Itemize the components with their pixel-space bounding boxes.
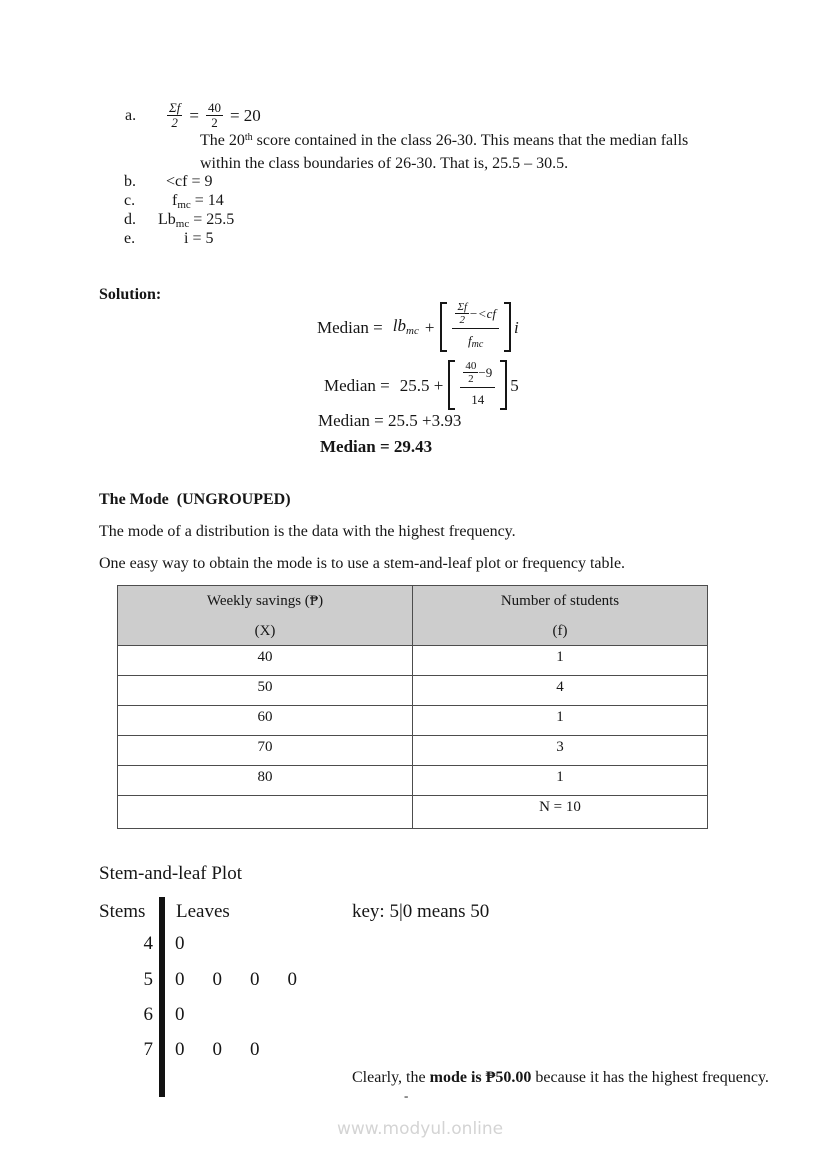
leaf: 0: [250, 1039, 260, 1060]
cell-x: 60: [118, 706, 413, 736]
median-formula-general: [317, 302, 519, 352]
table-total-row: [118, 796, 708, 829]
leaf: 0: [175, 933, 185, 954]
formula1-lhs: Median =: [317, 317, 383, 337]
list-item-b-value: <cf = 9: [166, 173, 213, 190]
leaf: 0: [287, 969, 297, 990]
formula2-lhs: Median =: [324, 375, 390, 395]
table-row: [118, 706, 708, 736]
table-row: [118, 646, 708, 676]
list-item-e-value: i = 5: [184, 230, 214, 247]
formula1-numerator: $\frac{\Sigma f}{2}$ −<cf: [452, 301, 499, 329]
stem-divider-line: [159, 897, 165, 1097]
leaf: 0: [175, 1004, 185, 1025]
leaf-values-row-4: [175, 933, 185, 955]
stem-value-4: 4: [143, 933, 153, 954]
frequency-table-header-row: [118, 586, 708, 646]
formula1-lb-term: lbmc: [392, 316, 419, 337]
leaf: 0: [250, 969, 260, 990]
cell-x: 80: [118, 766, 413, 796]
mode-heading: The Mode (UNGROUPED): [99, 491, 291, 508]
list-item-d-value: Lbmc = 25.5: [158, 211, 235, 230]
sigma-f-over-2-inner-fraction: $\frac{\Sigma f}{2}$: [457, 301, 468, 326]
cell-f: 3: [413, 736, 708, 766]
formula2-numerator: $\frac{40}{2}$ −9: [460, 360, 495, 388]
leaf-values-row-7: [175, 1039, 260, 1061]
table-row: [118, 766, 708, 796]
mode-paragraph-1: The mode of a distribution is the data with the highest frequency.: [99, 523, 516, 540]
forty-over-2-fraction: $\frac{40}{2}$: [207, 99, 221, 130]
solution-heading: Solution:: [99, 286, 162, 303]
cell-n-total: N = 10: [413, 796, 708, 829]
leaf-values-row-5: [175, 969, 297, 991]
cell-f: 1: [413, 646, 708, 676]
item-a-note-line1: The 20th score contained in the class 26-30. This means that the median falls: [200, 132, 689, 149]
leaf: 0: [175, 969, 185, 990]
cell-f: 1: [413, 766, 708, 796]
mode-paragraph-2: One easy way to obtain the mode is to use a stem-and-leaf plot or frequency table.: [99, 555, 626, 572]
leaf-values-row-6: [175, 1004, 185, 1026]
median-step-3: Median = 25.5 +3.93: [318, 411, 462, 430]
cell-x: [118, 796, 413, 829]
header-cell-weekly-savings: Weekly savings (₱) (X): [118, 586, 413, 646]
item-a-note-line2: within the class boundaries of 26-30. That is, 25.5 – 30.5.: [200, 155, 569, 172]
list-item-a-expression: [167, 99, 261, 131]
leaves-label: Leaves: [176, 901, 230, 922]
cell-x: 70: [118, 736, 413, 766]
table-row: [118, 676, 708, 706]
leaf: 0: [175, 1039, 185, 1060]
frequency-table: [117, 585, 708, 829]
leaf: 0: [212, 969, 222, 990]
list-item-b-label: b.: [124, 173, 136, 190]
formula1-fraction: [452, 301, 499, 353]
stem-value-7: 7: [143, 1039, 153, 1060]
stemplot-title: Stem-and-leaf Plot: [99, 863, 242, 884]
right-bracket: [504, 302, 511, 352]
stems-label: Stems: [99, 901, 146, 922]
watermark: www.modyul.online: [337, 1119, 504, 1139]
item-a-note: [200, 131, 688, 174]
cell-f: 4: [413, 676, 708, 706]
list-item-a-label: a.: [125, 107, 137, 124]
forty-over-2-inner-fraction: $\frac{40}{2}$: [465, 360, 477, 385]
mode-answer: mode is ₱50.00: [429, 1069, 532, 1086]
median-result: Median = 29.43: [320, 437, 433, 456]
formula1-denominator: fmc: [468, 333, 484, 350]
formula2-addend: 25.5 +: [399, 375, 444, 395]
cell-x: 40: [118, 646, 413, 676]
left-bracket: [448, 360, 455, 410]
cell-f: 1: [413, 706, 708, 736]
stray-dash: -: [404, 1088, 409, 1103]
stemplot-key: key: 5|0 means 50: [352, 901, 490, 922]
list-item-e-label: e.: [124, 230, 136, 247]
sigma-f-over-2-fraction: $\frac{\Sigma f}{2}$: [169, 99, 181, 130]
result-value: = 20: [229, 105, 261, 125]
cell-x: 50: [118, 676, 413, 706]
formula1-multiplier: i: [513, 317, 519, 337]
left-bracket: [440, 302, 447, 352]
list-item-c-value: fmc = 14: [172, 192, 224, 211]
median-formula-values: [324, 360, 519, 410]
formula2-denominator: 14: [471, 392, 485, 407]
plus-sign: +: [424, 317, 435, 337]
stem-value-5: 5: [143, 969, 153, 990]
header-cell-number-of-students: Number of students (f): [413, 586, 708, 646]
formula2-multiplier: 5: [510, 375, 519, 395]
stem-value-6: 6: [143, 1004, 153, 1025]
equals-sign: =: [189, 105, 199, 125]
list-item-d-label: d.: [124, 211, 136, 228]
list-item-c-label: c.: [124, 192, 136, 209]
formula2-fraction: [460, 360, 495, 410]
right-bracket: [500, 360, 507, 410]
table-row: [118, 736, 708, 766]
conclusion-text: Clearly, the mode is ₱50.00 because it has the highest frequency.: [352, 1069, 769, 1086]
leaf: 0: [212, 1039, 222, 1060]
